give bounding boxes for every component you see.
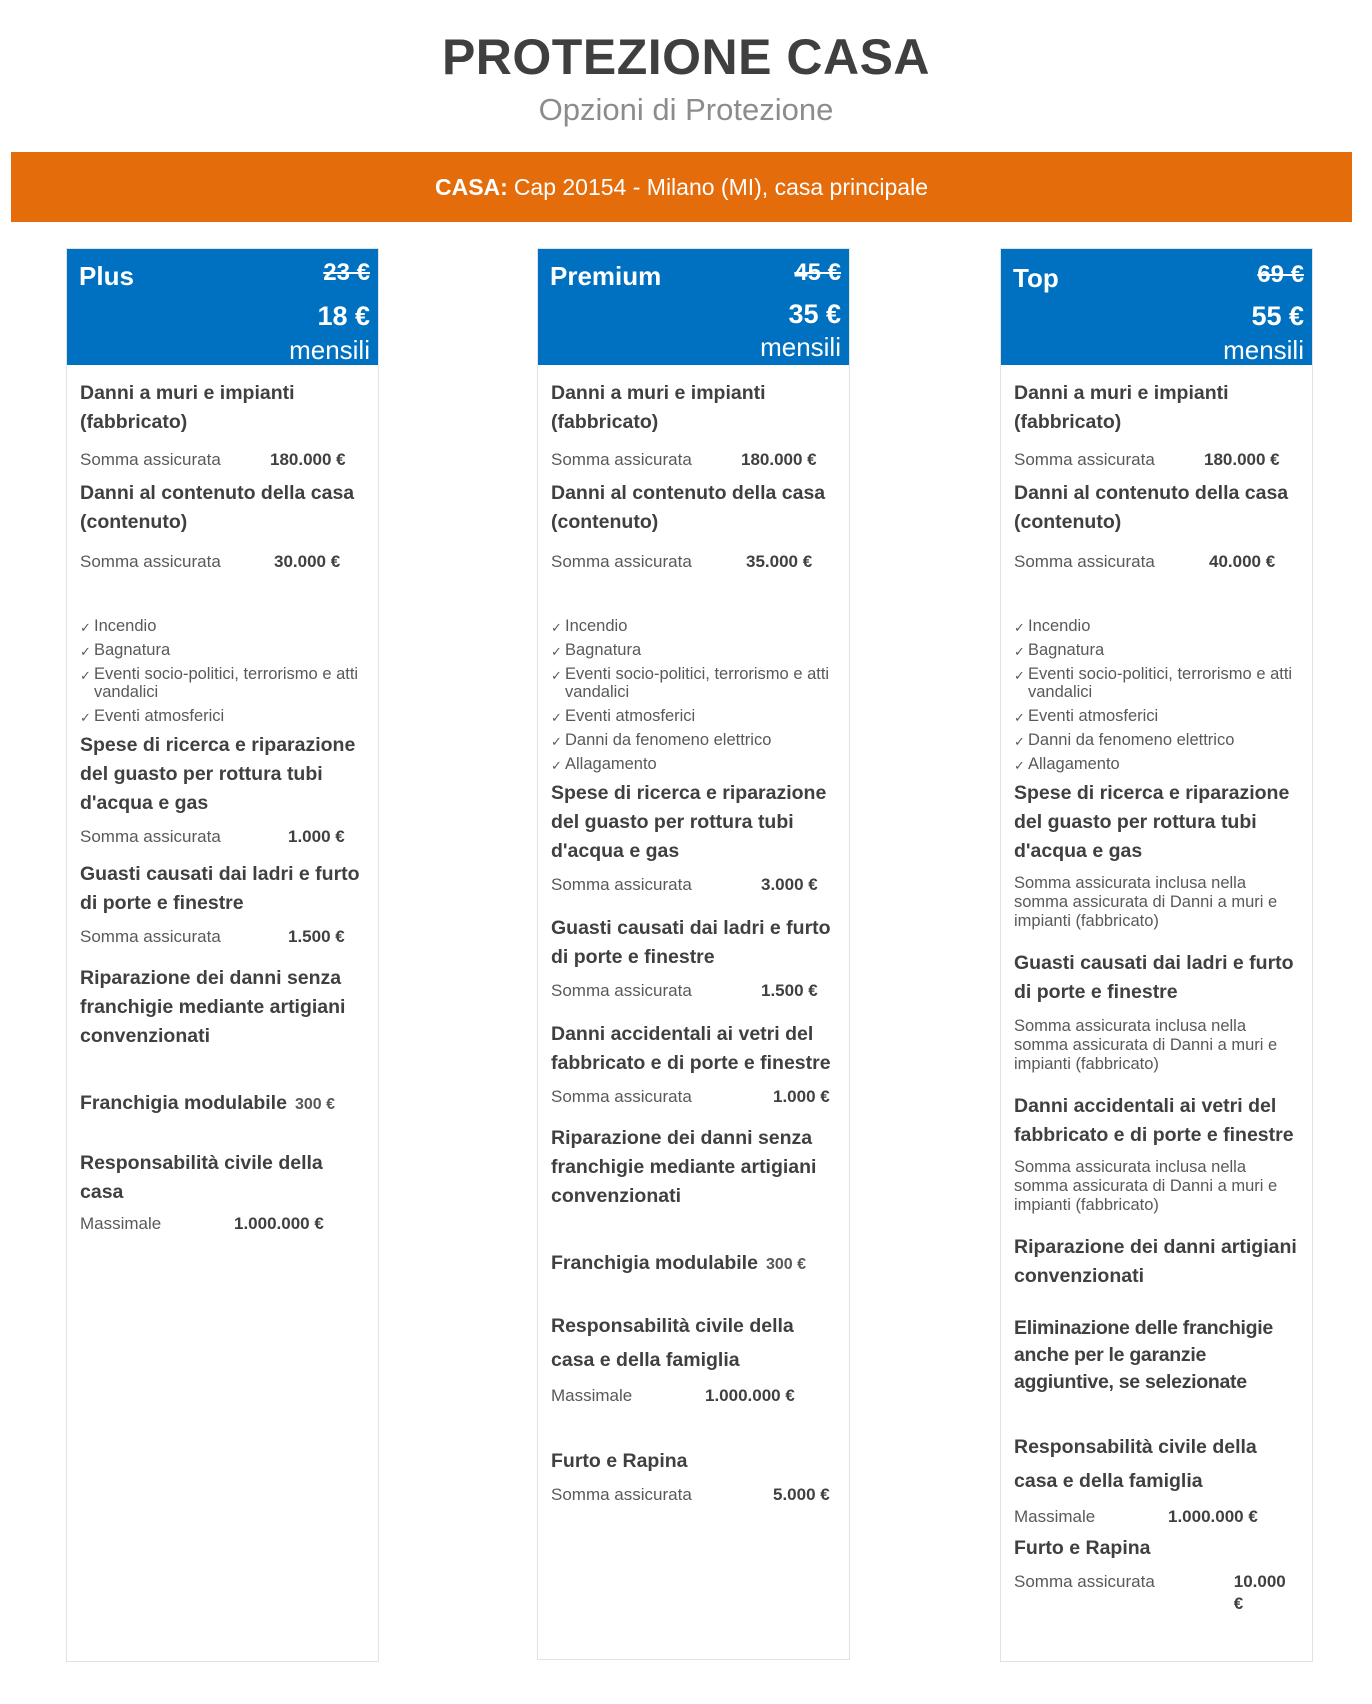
- list-item: ✓ Allagamento: [1014, 755, 1120, 773]
- furto-title: Furto e Rapina: [1014, 1537, 1151, 1559]
- ladri-sum: [80, 926, 365, 948]
- sum-label: Somma assicurata: [1014, 1572, 1155, 1591]
- list-item: ✓ Eventi atmosferici: [551, 707, 696, 725]
- coverage-list: [551, 617, 836, 773]
- sum-value: 1.000.000 €: [705, 1386, 795, 1405]
- list-item: ✓ Incendio: [551, 617, 628, 635]
- rc-title: Responsabilità civile della casa e della famiglia: [1014, 1436, 1257, 1492]
- list-item: ✓ Allagamento: [551, 755, 657, 773]
- tubi-note: Somma assicurata inclusa nella somma assicurata di Danni a muri e impianti (fabbricato): [1014, 874, 1278, 930]
- vetri-title: Danni accidentali ai vetri del fabbricato e di porte e finestre: [551, 1023, 831, 1074]
- artigiani-title: Riparazione dei danni senza franchigie mediante artigiani convenzionati: [551, 1127, 817, 1207]
- sum-value: 10.000 €: [1233, 1572, 1286, 1613]
- sum-label: Massimale: [551, 1386, 633, 1405]
- sum-label: Somma assicurata: [80, 927, 221, 946]
- check-icon: ✓: [1014, 734, 1025, 749]
- plan-header: [1001, 249, 1312, 365]
- sum-label: Somma assicurata: [551, 875, 692, 894]
- sum-value: 180.000 €: [270, 450, 346, 469]
- plan-card-premium[interactable]: [537, 248, 850, 1660]
- current-price: 18 €: [317, 301, 370, 331]
- fabbricato-title: Danni a muri e impianti (fabbricato): [1014, 382, 1229, 433]
- current-price: 55 €: [1251, 301, 1304, 331]
- check-icon: ✓: [551, 644, 562, 659]
- check-icon: ✓: [1014, 644, 1025, 659]
- check-icon: ✓: [551, 734, 562, 749]
- plan-header: [67, 249, 378, 365]
- rc-sum: [1014, 1506, 1299, 1528]
- old-price: 23 €: [323, 259, 370, 286]
- rc-sum: [80, 1213, 365, 1235]
- check-icon: ✓: [1014, 620, 1025, 635]
- sum-value: 1.500 €: [761, 981, 818, 1000]
- sum-label: Somma assicurata: [80, 827, 221, 846]
- check-icon: ✓: [551, 710, 562, 725]
- artigiani-title: Riparazione dei danni artigiani convenzionati: [1014, 1236, 1297, 1287]
- sum-value: 1.500 €: [288, 927, 345, 946]
- list-item: ✓ Incendio: [1014, 617, 1091, 635]
- current-price: 35 €: [788, 299, 841, 329]
- check-icon: ✓: [80, 710, 91, 725]
- contenuto-sum: [80, 551, 365, 573]
- fabbricato-title: Danni a muri e impianti (fabbricato): [80, 382, 295, 433]
- check-icon: ✓: [1014, 710, 1025, 725]
- franchigia-label: Franchigia modulabile: [551, 1252, 758, 1274]
- furto-sum: [551, 1484, 836, 1506]
- plan-body: [538, 365, 849, 1506]
- franchigia-label: Franchigia modulabile: [80, 1092, 287, 1114]
- franchigia-value: 300 €: [294, 1096, 335, 1113]
- list-item: ✓ Eventi atmosferici: [1014, 707, 1159, 725]
- contenuto-sum: [551, 551, 836, 573]
- ladri-note: Somma assicurata inclusa nella somma assicurata di Danni a muri e impianti (fabbricato): [1014, 1017, 1278, 1073]
- sum-value: 1.000.000 €: [234, 1214, 324, 1233]
- franchigia-value: 300 €: [765, 1256, 806, 1273]
- sum-value: 40.000 €: [1209, 552, 1276, 571]
- fabbricato-title: Danni a muri e impianti (fabbricato): [551, 382, 766, 433]
- sum-label: Somma assicurata: [80, 450, 221, 469]
- price-period: mensili: [760, 332, 841, 362]
- tubi-sum: [551, 874, 836, 896]
- sum-value: 1.000 €: [773, 1087, 830, 1106]
- sum-label: Somma assicurata: [551, 450, 692, 469]
- coverage-list: [80, 617, 365, 725]
- tubi-title: Spese di ricerca e riparazione del guasto per rottura tubi d'acqua e gas: [80, 734, 356, 814]
- plan-header: [538, 249, 849, 365]
- sum-label: Somma assicurata: [1014, 450, 1155, 469]
- check-icon: ✓: [1014, 668, 1025, 683]
- tubi-title: Spese di ricerca e riparazione del guasto per rottura tubi d'acqua e gas: [551, 782, 827, 862]
- sum-value: 30.000 €: [274, 552, 341, 571]
- list-item: ✓ Danni da fenomeno elettrico: [551, 731, 772, 749]
- ladri-title: Guasti causati dai ladri e furto di porte e finestre: [1014, 952, 1294, 1003]
- sum-value: 5.000 €: [773, 1485, 830, 1504]
- price-period: mensili: [289, 335, 370, 365]
- check-icon: ✓: [80, 620, 91, 635]
- vetri-note: Somma assicurata inclusa nella somma assicurata di Danni a muri e impianti (fabbricato): [1014, 1158, 1278, 1214]
- check-icon: ✓: [551, 668, 562, 683]
- plan-name: Premium: [550, 261, 662, 291]
- franchigie-title: Eliminazione delle franchigie anche per le garanzie aggiuntive, se selezionate: [1014, 1317, 1273, 1393]
- franchigia-row: [80, 1089, 365, 1119]
- sum-value: 35.000 €: [746, 552, 813, 571]
- list-item: ✓ Eventi socio-politici, terrorismo e atti vandalici: [551, 665, 830, 701]
- property-banner: [11, 152, 1352, 222]
- sum-label: Massimale: [80, 1214, 162, 1233]
- check-icon: ✓: [80, 644, 91, 659]
- tubi-sum: [80, 826, 365, 848]
- sum-label: Somma assicurata: [551, 981, 692, 1000]
- artigiani-title: Riparazione dei danni senza franchigie mediante artigiani convenzionati: [80, 967, 346, 1047]
- sum-label: Somma assicurata: [551, 1485, 692, 1504]
- rc-title: Responsabilità civile della casa e della famiglia: [551, 1315, 794, 1371]
- ladri-sum: [551, 980, 836, 1002]
- sum-label: Somma assicurata: [80, 552, 221, 571]
- sum-label: Somma assicurata: [551, 1087, 692, 1106]
- furto-title: Furto e Rapina: [551, 1450, 688, 1472]
- sum-value: 1.000.000 €: [1168, 1507, 1258, 1526]
- check-icon: ✓: [551, 758, 562, 773]
- check-icon: ✓: [551, 620, 562, 635]
- list-item: ✓ Eventi socio-politici, terrorismo e atti vandalici: [80, 665, 359, 701]
- page-title: PROTEZIONE CASA: [441, 29, 931, 85]
- list-item: ✓ Eventi socio-politici, terrorismo e atti vandalici: [1014, 665, 1293, 701]
- list-item: ✓ Eventi atmosferici: [80, 707, 225, 725]
- contenuto-title: Danni al contenuto della casa (contenuto): [1014, 482, 1289, 533]
- plan-body: [1001, 365, 1312, 1615]
- franchigia-row: [551, 1249, 836, 1279]
- banner-text: Cap 20154 - Milano (MI), casa principale: [513, 173, 929, 200]
- rc-title: Responsabilità civile della casa: [80, 1152, 323, 1203]
- sum-value: 1.000 €: [288, 827, 345, 846]
- fabbricato-sum: [551, 449, 836, 471]
- plan-card-plus[interactable]: [66, 248, 379, 1662]
- plan-body: [67, 365, 378, 1235]
- plan-name: Top: [1013, 263, 1059, 293]
- list-item: ✓ Incendio: [80, 617, 157, 635]
- page-subtitle: Opzioni di Protezione: [538, 92, 834, 127]
- contenuto-title: Danni al contenuto della casa (contenuto): [551, 482, 826, 533]
- plan-card-top[interactable]: [1000, 248, 1313, 1662]
- old-price: 69 €: [1257, 261, 1304, 288]
- ladri-title: Guasti causati dai ladri e furto di porte e finestre: [551, 917, 831, 968]
- old-price: 45 €: [794, 259, 841, 286]
- sum-label: Massimale: [1014, 1507, 1096, 1526]
- furto-sum: [1014, 1571, 1299, 1615]
- contenuto-sum: [1014, 551, 1299, 573]
- vetri-title: Danni accidentali ai vetri del fabbricato e di porte e finestre: [1014, 1095, 1294, 1146]
- vetri-sum: [551, 1086, 836, 1108]
- tubi-title: Spese di ricerca e riparazione del guasto per rottura tubi d'acqua e gas: [1014, 782, 1290, 862]
- rc-sum: [551, 1385, 836, 1407]
- list-item: ✓ Danni da fenomeno elettrico: [1014, 731, 1235, 749]
- sum-value: 3.000 €: [761, 875, 818, 894]
- plan-name: Plus: [79, 261, 134, 291]
- sum-value: 180.000 €: [741, 450, 817, 469]
- ladri-title: Guasti causati dai ladri e furto di porte e finestre: [80, 863, 360, 914]
- sum-label: Somma assicurata: [1014, 552, 1155, 571]
- check-icon: ✓: [1014, 758, 1025, 773]
- sum-value: 180.000 €: [1204, 450, 1280, 469]
- coverage-list: [1014, 617, 1299, 773]
- list-item: ✓ Bagnatura: [1014, 641, 1105, 659]
- banner-label: CASA:: [434, 173, 508, 200]
- price-period: mensili: [1223, 335, 1304, 365]
- contenuto-title: Danni al contenuto della casa (contenuto): [80, 482, 355, 533]
- fabbricato-sum: [1014, 449, 1299, 471]
- fabbricato-sum: [80, 449, 365, 471]
- check-icon: ✓: [80, 668, 91, 683]
- list-item: ✓ Bagnatura: [551, 641, 642, 659]
- sum-label: Somma assicurata: [551, 552, 692, 571]
- list-item: ✓ Bagnatura: [80, 641, 171, 659]
